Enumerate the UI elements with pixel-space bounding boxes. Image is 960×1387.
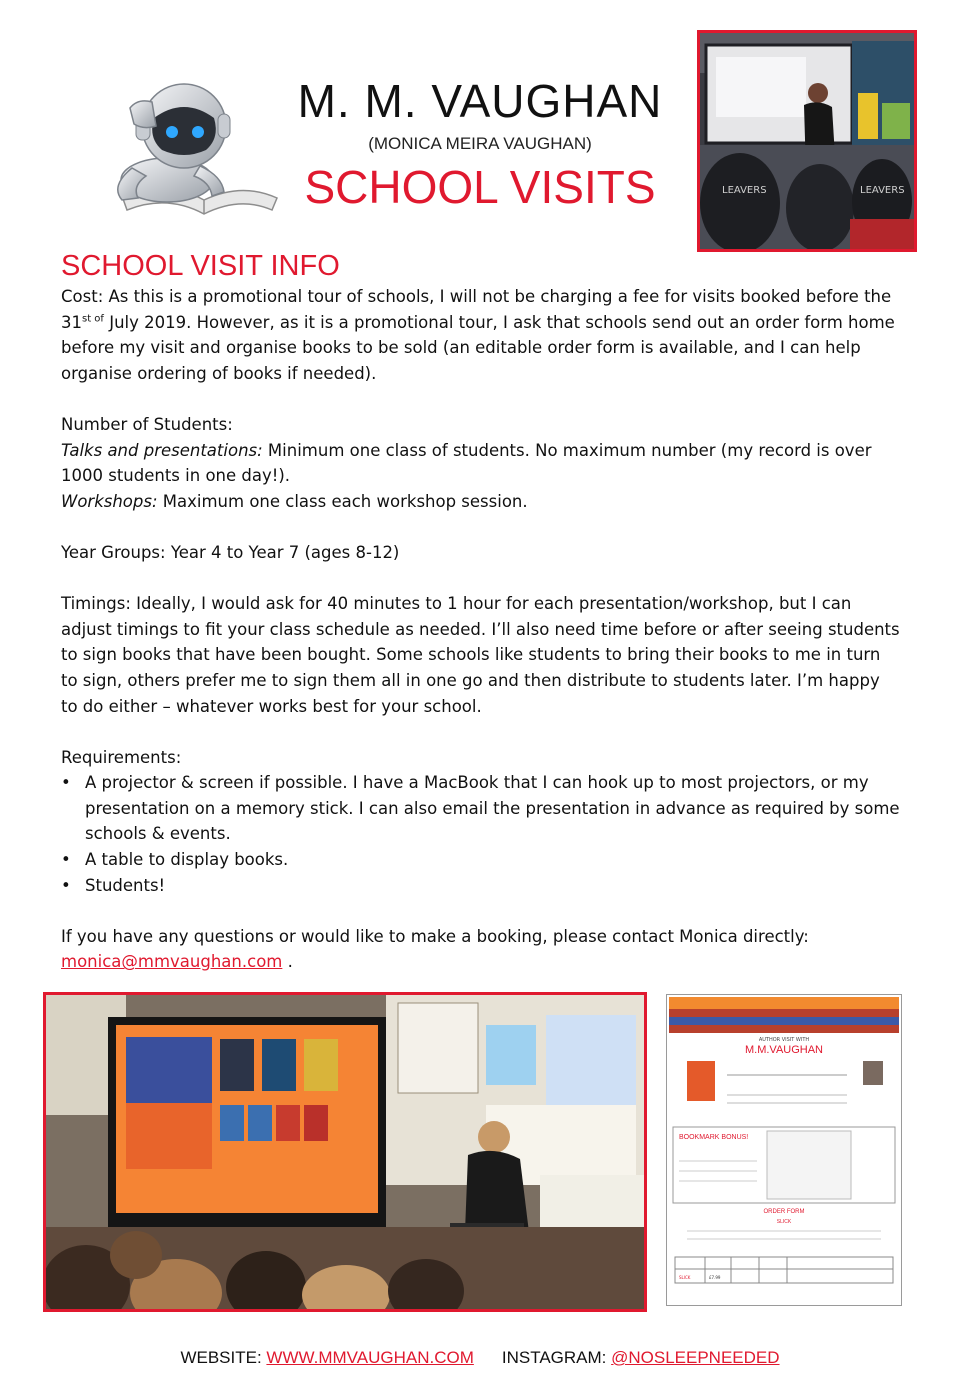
svg-text:LEAVERS: LEAVERS	[722, 185, 767, 196]
author-full-name: (MONICA MEIRA VAUGHAN)	[368, 134, 592, 153]
workshops-paragraph: Workshops: Maximum one class each workshop session.	[61, 491, 528, 511]
robot-reading-book-icon	[72, 68, 282, 218]
year-groups-paragraph: Year Groups: Year 4 to Year 7 (ages 8-12)	[61, 542, 400, 562]
cost-label: Cost	[61, 287, 98, 306]
flyer-bookmark-title: BOOKMARK BONUS!	[679, 1134, 749, 1141]
list-item: • A table to display books.	[61, 847, 901, 873]
author-name: M. M. VAUGHAN	[297, 75, 663, 127]
cost-paragraph: Cost: As this is a promotional tour of schools, I will not be charging a fee for visits booked before the $31^{st of}$ July 2019. However, as it is a promotional tour, I ask that schools send out an order form home before my visit and organise books to be sold (an editable order form is available, and I can help organise ordering of books if needed).	[61, 287, 895, 383]
order-form-flyer	[666, 994, 902, 1306]
email-link[interactable]: monica@mmvaughan.com	[61, 952, 283, 972]
list-item: • Students!	[61, 873, 901, 899]
flyer-heading-small: AUTHOR VISIT WITH	[758, 1037, 810, 1043]
section-title: SCHOOL VISIT INFO	[61, 250, 340, 282]
list-item: • A projector & screen if possible. I have a MacBook that I can hook up to most projectors, or my presentation on a memory stick. I can also email the presentation in advance as required by some schools & events.	[61, 770, 901, 847]
school-visit-info	[61, 248, 901, 975]
classroom-reading-photo	[43, 992, 647, 1312]
website-label: WEBSITE:	[180, 1348, 267, 1367]
timings-paragraph: Timings: Ideally, I would ask for 40 minutes to 1 hour for each presentation/workshop, but I can adjust timings to fit your class schedule as needed. I’ll also need time before or after seeing students to sign books that have been bought. Some schools like students to bring their books to me in turn to sign, others prefer me to sign them all in one go and then distribute to students later. I’m happy to do either – whatever works best for your school.	[61, 594, 900, 716]
flyer-heading-name: M.M.VAUGHAN	[744, 1044, 824, 1056]
flyer-row-price: £7.99	[709, 1275, 721, 1280]
contact-email-line: monica@mmvaughan.com .	[61, 952, 293, 972]
contact-paragraph: If you have any questions or would like to make a booking, please contact Monica directly:	[61, 926, 809, 946]
footer	[0, 1348, 960, 1368]
talks-paragraph: Talks and presentations: Minimum one class of students. No maximum number (my record is over 1000 students in one day!).	[61, 440, 872, 486]
instagram-label: INSTAGRAM:	[501, 1348, 612, 1367]
classroom-presentation-photo	[697, 30, 917, 252]
website-link[interactable]: WWW.MMVAUGHAN.COM	[266, 1348, 474, 1367]
requirements-heading: Requirements:	[61, 747, 182, 767]
instagram-link[interactable]: @NOSLEEPNEEDED	[611, 1348, 780, 1367]
flyer-order-title: ORDER FORM	[763, 1209, 805, 1215]
students-heading: Number of Students:	[61, 414, 233, 434]
flyer-book-title: SLICK	[776, 1219, 792, 1225]
requirements-list	[61, 770, 901, 898]
flyer-row-title: SLICK	[679, 1275, 691, 1280]
svg-text:LEAVERS: LEAVERS	[860, 185, 905, 196]
page-subtitle: SCHOOL VISITS	[304, 161, 656, 213]
